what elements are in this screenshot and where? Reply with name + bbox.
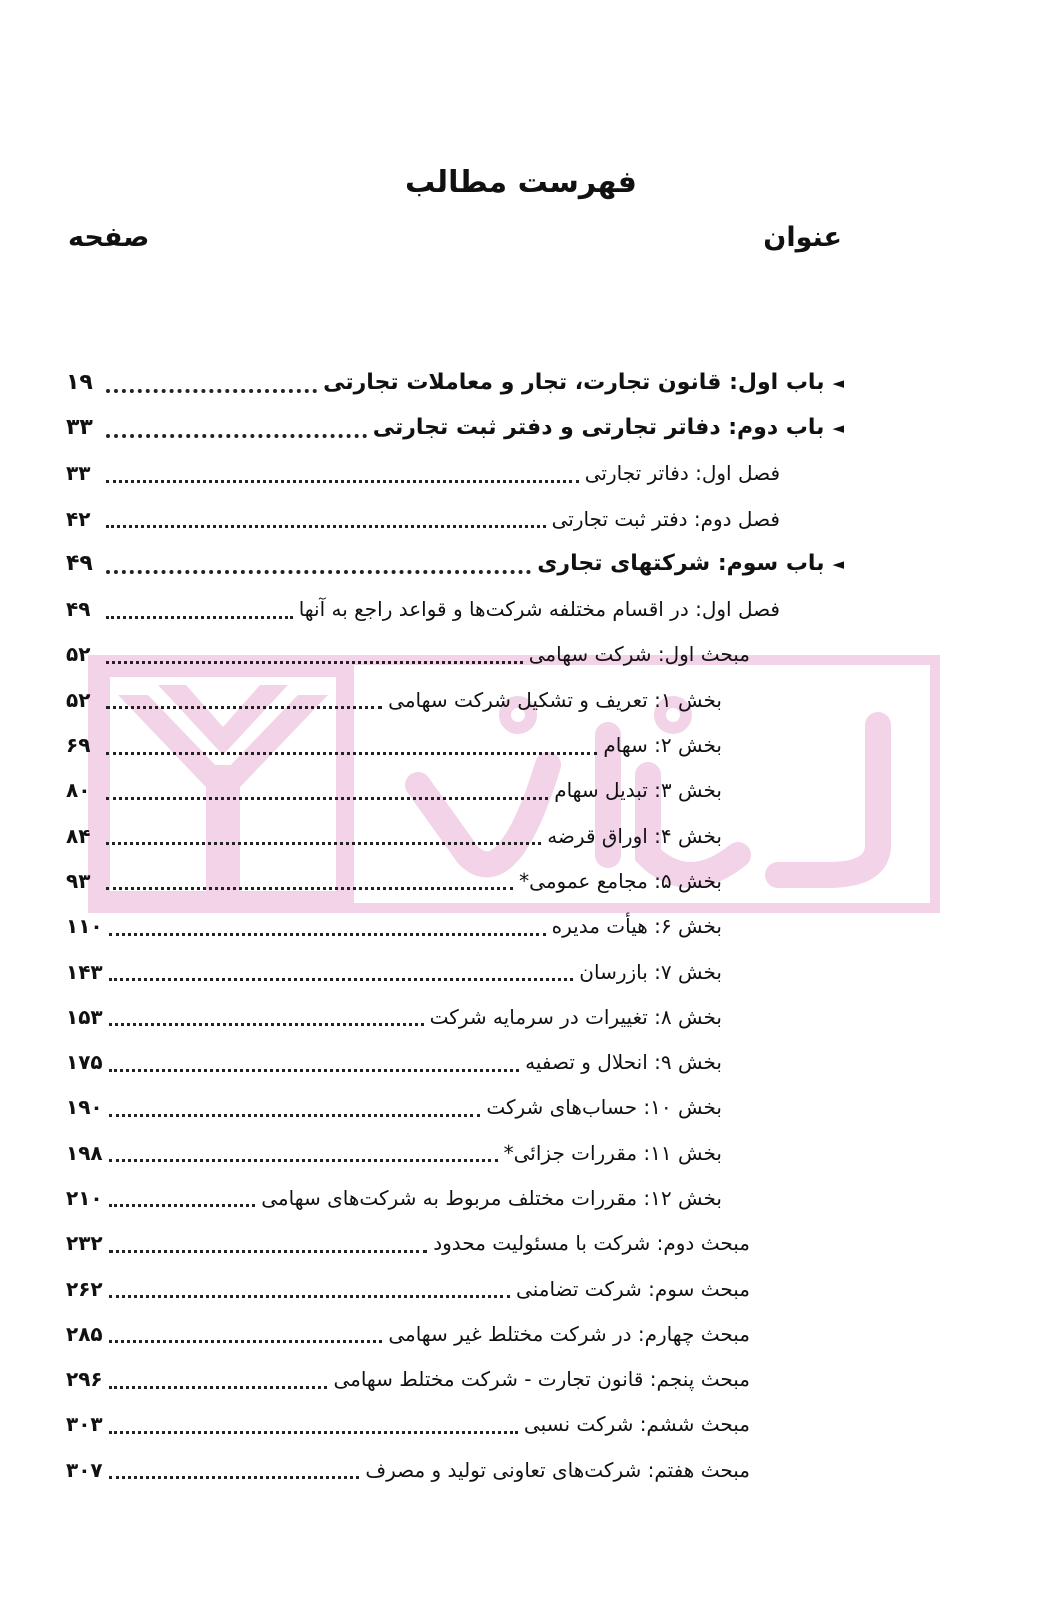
toc-entry[interactable] — [0, 1402, 1042, 1447]
toc-entry-page: ۵۲ — [66, 687, 91, 712]
toc-entry-page: ۴۹ — [66, 597, 91, 622]
toc-entry-title: مبحث ششم: شرکت نسبی — [523, 1412, 750, 1437]
toc-entry[interactable] — [0, 994, 1042, 1039]
dot-leader — [109, 1476, 360, 1479]
toc-entry-title: بخش ۱۰: حساب‌های شرکت — [486, 1095, 722, 1120]
dot-leader — [109, 1340, 383, 1343]
toc-entry-page: ۲۸۵ — [66, 1321, 103, 1346]
dot-leader — [109, 1386, 328, 1389]
triangle-left-icon: ◄ — [832, 554, 844, 573]
page-title: فهرست مطالب — [405, 165, 637, 200]
dot-leader — [106, 752, 597, 755]
toc-entry-title: بخش ۸: تغییرات در سرمایه شرکت — [429, 1004, 722, 1029]
toc-entry[interactable] — [0, 1130, 1042, 1175]
dot-leader — [109, 933, 546, 936]
toc-entry-page: ۱۷۵ — [66, 1050, 103, 1075]
toc-entry[interactable] — [0, 904, 1042, 949]
toc-entry-page: ۴۹ — [66, 551, 93, 577]
dot-leader — [106, 842, 541, 845]
toc-entry[interactable] — [0, 451, 1042, 496]
dot-leader — [106, 570, 531, 574]
triangle-left-icon: ◄ — [832, 373, 844, 392]
toc-entry-page: ۸۴ — [66, 823, 91, 848]
toc-entry-page: ۴۲ — [66, 506, 91, 531]
toc-entry-page: ۱۹ — [66, 370, 93, 396]
toc-entry-page: ۵۲ — [66, 642, 91, 667]
toc-entry[interactable] — [0, 360, 1042, 405]
toc-entry[interactable] — [0, 541, 1042, 586]
dot-leader — [106, 661, 523, 664]
toc-entry-page: ۹۳ — [66, 868, 91, 893]
dot-leader — [109, 1114, 481, 1117]
toc-entry[interactable] — [0, 1266, 1042, 1311]
toc-entry-title: بخش ۲: سهام — [603, 733, 722, 758]
toc-entry[interactable] — [0, 722, 1042, 767]
toc-entry-title: مبحث دوم: شرکت با مسئولیت محدود — [433, 1231, 750, 1256]
toc-entry-title: مبحث سوم: شرکت تضامنی — [516, 1276, 750, 1301]
dot-leader — [106, 525, 546, 528]
toc-entry-page: ۳۰۷ — [66, 1457, 103, 1482]
toc-entry[interactable] — [0, 1085, 1042, 1130]
dot-leader — [109, 1023, 424, 1026]
toc-entry-page: ۱۴۳ — [66, 959, 103, 984]
dot-leader — [109, 1204, 256, 1207]
toc-entry-page: ۱۹۰ — [66, 1095, 103, 1120]
dot-leader — [106, 616, 293, 619]
triangle-left-icon: ◄ — [832, 418, 844, 437]
toc-entry[interactable] — [0, 1175, 1042, 1220]
dot-leader — [109, 1069, 520, 1072]
toc-entry-title: بخش ۵: مجامع عمومی* — [519, 868, 722, 893]
dot-leader — [109, 978, 574, 981]
toc-entry-title: باب اول: قانون تجارت، تجار و معاملات تجارتی — [323, 370, 825, 396]
column-header-title: عنوان — [763, 222, 842, 253]
toc-entry-title: بخش ۴: اوراق قرضه — [547, 823, 722, 848]
toc-entry[interactable] — [0, 1221, 1042, 1266]
dot-leader — [109, 1431, 518, 1434]
toc-entry-title: بخش ۱: تعریف و تشکیل شرکت سهامی — [388, 687, 722, 712]
toc-entry[interactable] — [0, 949, 1042, 994]
toc-entry-page: ۳۳ — [66, 461, 91, 486]
toc-entry[interactable] — [0, 1447, 1042, 1492]
dot-leader — [106, 389, 317, 393]
toc-entry[interactable] — [0, 1357, 1042, 1402]
toc-entry-page: ۲۱۰ — [66, 1185, 103, 1210]
toc-entry[interactable] — [0, 858, 1042, 903]
toc-entry-page: ۳۰۳ — [66, 1412, 103, 1437]
toc-entry-title: مبحث هفتم: شرکت‌های تعاونی تولید و مصرف — [365, 1457, 750, 1482]
dot-leader — [106, 434, 367, 438]
toc-entry[interactable] — [0, 586, 1042, 631]
column-header-page: صفحه — [68, 222, 150, 253]
dot-leader — [109, 1295, 510, 1298]
toc-entry-title: بخش ۷: بازرسان — [579, 959, 722, 984]
toc-entry-title: بخش ۳: تبدیل سهام — [554, 778, 722, 803]
toc-entry-page: ۶۹ — [66, 733, 91, 758]
toc-entry[interactable] — [0, 496, 1042, 541]
toc-entry-page: ۲۳۲ — [66, 1231, 103, 1256]
toc-entry-title: بخش ۱۱: مقررات جزائی* — [503, 1140, 722, 1165]
toc-entry-title: بخش ۹: انحلال و تصفیه — [525, 1050, 722, 1075]
dot-leader — [106, 887, 513, 890]
toc-entry-title: مبحث اول: شرکت سهامی — [528, 642, 750, 667]
dot-leader — [106, 797, 548, 800]
toc-entry-page: ۱۹۸ — [66, 1140, 103, 1165]
toc-entry[interactable] — [0, 632, 1042, 677]
toc-entry-title: فصل دوم: دفتر ثبت تجارتی — [551, 506, 780, 531]
toc-entry-page: ۲۶۲ — [66, 1276, 103, 1301]
toc-entry[interactable] — [0, 1039, 1042, 1084]
toc-entry-page: ۲۹۶ — [66, 1367, 103, 1392]
toc-entry-page: ۳۳ — [66, 415, 93, 441]
dot-leader — [106, 480, 579, 483]
dot-leader — [109, 1159, 498, 1162]
toc-entry[interactable] — [0, 768, 1042, 813]
toc-entry-title: بخش ۱۲: مقررات مختلف مربوط به شرکت‌های سهامی — [261, 1185, 722, 1210]
toc-entry-title: مبحث پنجم: قانون تجارت - شرکت مختلط سهامی — [333, 1367, 750, 1392]
toc-entry-title: فصل اول: در اقسام مختلفه شرکت‌ها و قواعد راجع به آنها — [298, 597, 780, 622]
toc-entry-page: ۱۵۳ — [66, 1004, 103, 1029]
toc-entry-page: ۸۰ — [66, 778, 91, 803]
toc-entry-title: باب دوم: دفاتر تجارتی و دفتر ثبت تجارتی — [372, 415, 825, 441]
toc-entry-title: فصل اول: دفاتر تجارتی — [584, 461, 780, 486]
toc-entry-page: ۱۱۰ — [66, 914, 103, 939]
dot-leader — [109, 1250, 428, 1253]
dot-leader — [106, 706, 382, 709]
toc-entry[interactable] — [0, 1311, 1042, 1356]
toc-entry-title: باب سوم: شرکتهای تجاری — [537, 551, 825, 577]
toc-entry-title: مبحث چهارم: در شرکت مختلط غیر سهامی — [388, 1321, 750, 1346]
toc-entry-title: بخش ۶: هیأت مدیره — [551, 914, 722, 939]
toc-entry[interactable] — [0, 677, 1042, 722]
table-of-contents — [0, 360, 1042, 1492]
toc-entry[interactable] — [0, 813, 1042, 858]
toc-entry[interactable] — [0, 405, 1042, 450]
